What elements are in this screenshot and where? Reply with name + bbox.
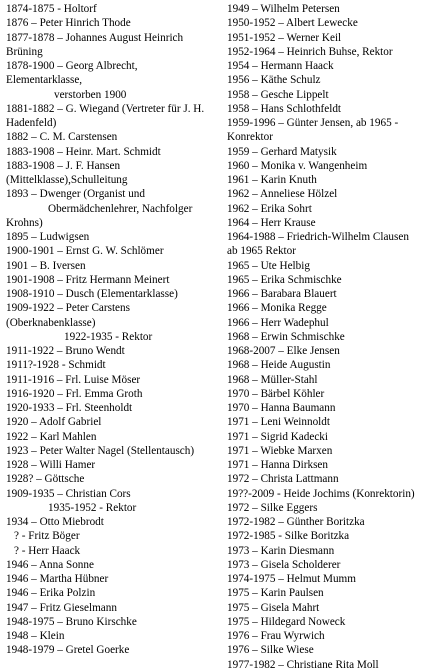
entry-line: 1928? – Göttsche (6, 473, 85, 486)
entry-line: 1961 – Karin Knuth (227, 174, 317, 186)
entry-line: 1971 – Leni Weinnoldt (227, 416, 330, 429)
entry-line: 1971 – Wiebke Marxen (227, 444, 333, 457)
entry-line: 1968 – Müller-Stahl (227, 373, 318, 386)
entry-line: 1962 – Erika Sohrt (227, 202, 312, 215)
entry-line: 1977-1982 – Christiane Rita Moll (227, 658, 379, 671)
entry-line: 1946 – Anna Sonne (6, 558, 94, 571)
entry-line: 1948-1979 – Gretel Goerke (6, 644, 130, 657)
entry-line: 1956 – Käthe Schulz (227, 74, 321, 87)
entry-line: 1908-1910 – Dusch (Elementarklasse) (6, 288, 178, 300)
entry-line: 1922-1935 - Rektor (64, 330, 153, 343)
entry-line: 1972 – Silke Eggers (227, 501, 318, 514)
entry-line: ? - Fritz Böger (14, 530, 80, 543)
entry-line: 1965 – Erika Schmischke (227, 273, 342, 286)
entry-line: 1883-1908 – Heinr. Mart. Schmidt (6, 145, 161, 158)
entry-line: 1901-1908 – Fritz Hermann Meinert (6, 273, 170, 286)
entry-line: 1966 – Herr Wadephul (227, 316, 329, 329)
entry-line: 1874-1875 - Holtorf (6, 3, 97, 15)
entry-line: 1971 – Sigrid Kadecki (227, 430, 328, 443)
entry-line: 1876 – Peter Hinrich Thode (6, 17, 131, 30)
entry-line: 1916-1920 – Frl. Emma Groth (6, 387, 143, 400)
entry-line: 1951-1952 – Werner Keil (227, 31, 342, 44)
entry-line: 1877-1878 – Johannes August Heinrich (6, 31, 184, 44)
entry-line: 1965 – Ute Helbig (227, 259, 310, 272)
entry-line: 1968 – Heide Augustin (227, 359, 331, 372)
entry-line: 1975 – Karin Paulsen (227, 587, 324, 600)
entry-line: 1964 – Herr Krause (227, 216, 316, 229)
entry-line: 1949 – Wilhelm Petersen (227, 3, 340, 15)
entry-line: 1878-1900 – Georg Albrecht, (6, 60, 138, 72)
entry-line: 1959 – Gerhard Matysik (227, 145, 337, 158)
entry-line: 1934 – Otto Miebrodt (6, 516, 104, 528)
entry-line: 1971 – Hanna Dirksen (227, 459, 328, 471)
entry-line: 1901 – B. Iversen (6, 259, 86, 272)
entry-line: 1935-1952 - Rektor (48, 501, 137, 514)
entry-line: 1883-1908 – J. F. Hansen (6, 159, 121, 172)
entry-line: 1973 – Karin Diesmann (227, 544, 335, 557)
entry-line: 1972-1985 - Silke Boritzka (227, 530, 350, 543)
entry-line: 1923 – Peter Walter Nagel (Stellentausch) (6, 444, 195, 457)
entry-line: 1958 – Gesche Lippelt (227, 88, 329, 101)
entry-line: 1974-1975 – Helmut Mumm (227, 573, 356, 585)
entry-line: 1968-2007 – Elke Jensen (227, 345, 340, 357)
entry-line: 1911-1922 – Bruno Wendt (6, 345, 125, 357)
entry-line: 1911?-1928 - Schmidt (6, 359, 106, 372)
entry-line: Konrektor (227, 131, 273, 144)
entry-line: 1968 – Erwin Schmischke (227, 330, 345, 343)
entry-line: 1972-1982 – Günther Boritzka (227, 516, 365, 528)
entry-line: (Mittelklasse),Schulleitung (6, 174, 128, 186)
right-column (227, 2, 421, 672)
entry-line: 1947 – Fritz Gieselmann (6, 601, 117, 614)
entry-line: Elementarklasse, (6, 74, 83, 87)
entry-line: 1966 – Barabara Blauert (227, 288, 337, 300)
entry-line: 1948 – Klein (6, 630, 65, 642)
entry-line: ab 1965 Rektor (227, 245, 296, 258)
entry-line: 1909-1922 – Peter Carstens (6, 302, 130, 315)
entry-line: 1893 – Dwenger (Organist und (6, 188, 145, 201)
entry-line: 1881-1882 – G. Wiegand (Vertreter für J. H. (6, 102, 205, 115)
entry-line: 1946 – Martha Hübner (6, 573, 109, 585)
entry-line: 1966 – Monika Regge (227, 302, 327, 315)
entry-line: 1882 – C. M. Carstensen (6, 131, 118, 144)
entry-line: 1911-1916 – Frl. Luise Möser (6, 373, 141, 386)
entry-line: 1950-1952 – Albert Lewecke (227, 17, 358, 30)
entry-line: 1970 – Bärbel Köhler (227, 387, 325, 400)
entry-line: 1952-1964 – Heinrich Buhse, Rektor (227, 45, 393, 58)
entry-line: 1909-1935 – Christian Cors (6, 487, 131, 500)
entry-line: 1970 – Hanna Baumann (227, 402, 336, 414)
entry-line: 1920-1933 – Frl. Steenholdt (6, 402, 133, 414)
entry-line: verstorben 1900 (54, 88, 127, 101)
entry-line: 1895 – Ludwigsen (6, 231, 90, 243)
entry-line: 1975 – Hildegard Noweck (227, 615, 346, 628)
entry-line: 1960 – Monika v. Wangenheim (227, 159, 368, 172)
entry-line: 19??-2009 - Heide Jochims (Konrektorin) (227, 487, 415, 500)
entry-line: Obermädchenlehrer, Nachfolger (48, 202, 193, 215)
entry-line: 1920 – Adolf Gabriel (6, 416, 102, 429)
entry-line: 1973 – Gisela Scholderer (227, 558, 341, 571)
entry-line: 1922 – Karl Mahlen (6, 430, 97, 443)
entry-line: 1964-1988 – Friedrich-Wilhelm Clausen (227, 231, 409, 243)
entry-line: 1976 – Frau Wyrwich (227, 630, 325, 642)
entry-line: 1962 – Anneliese Hölzel (227, 188, 338, 201)
entry-line: Brüning (6, 45, 43, 58)
left-column (6, 2, 218, 658)
entry-line: 1948-1975 – Bruno Kirschke (6, 615, 137, 628)
entry-line: 1972 – Christa Lattmann (227, 473, 339, 486)
entry-line: 1954 – Hermann Haack (227, 60, 334, 72)
entry-line: 1959-1996 – Günter Jensen, ab 1965 - (227, 117, 399, 129)
entry-line: ? - Herr Haack (14, 544, 81, 557)
entry-line: 1976 – Silke Wiese (227, 644, 314, 657)
entry-line: (Oberknabenklasse) (6, 316, 96, 329)
entry-line: 1946 – Erika Polzin (6, 587, 96, 600)
entry-line: 1958 – Hans Schlothfeldt (227, 102, 342, 115)
entry-line: 1928 – Willi Hamer (6, 459, 96, 471)
entry-line: 1900-1901 – Ernst G. W. Schlömer (6, 245, 164, 258)
entry-line: Hadenfeld) (6, 117, 57, 129)
entry-line: 1975 – Gisela Mahrt (227, 601, 320, 614)
entry-line: Krohns) (6, 216, 43, 229)
